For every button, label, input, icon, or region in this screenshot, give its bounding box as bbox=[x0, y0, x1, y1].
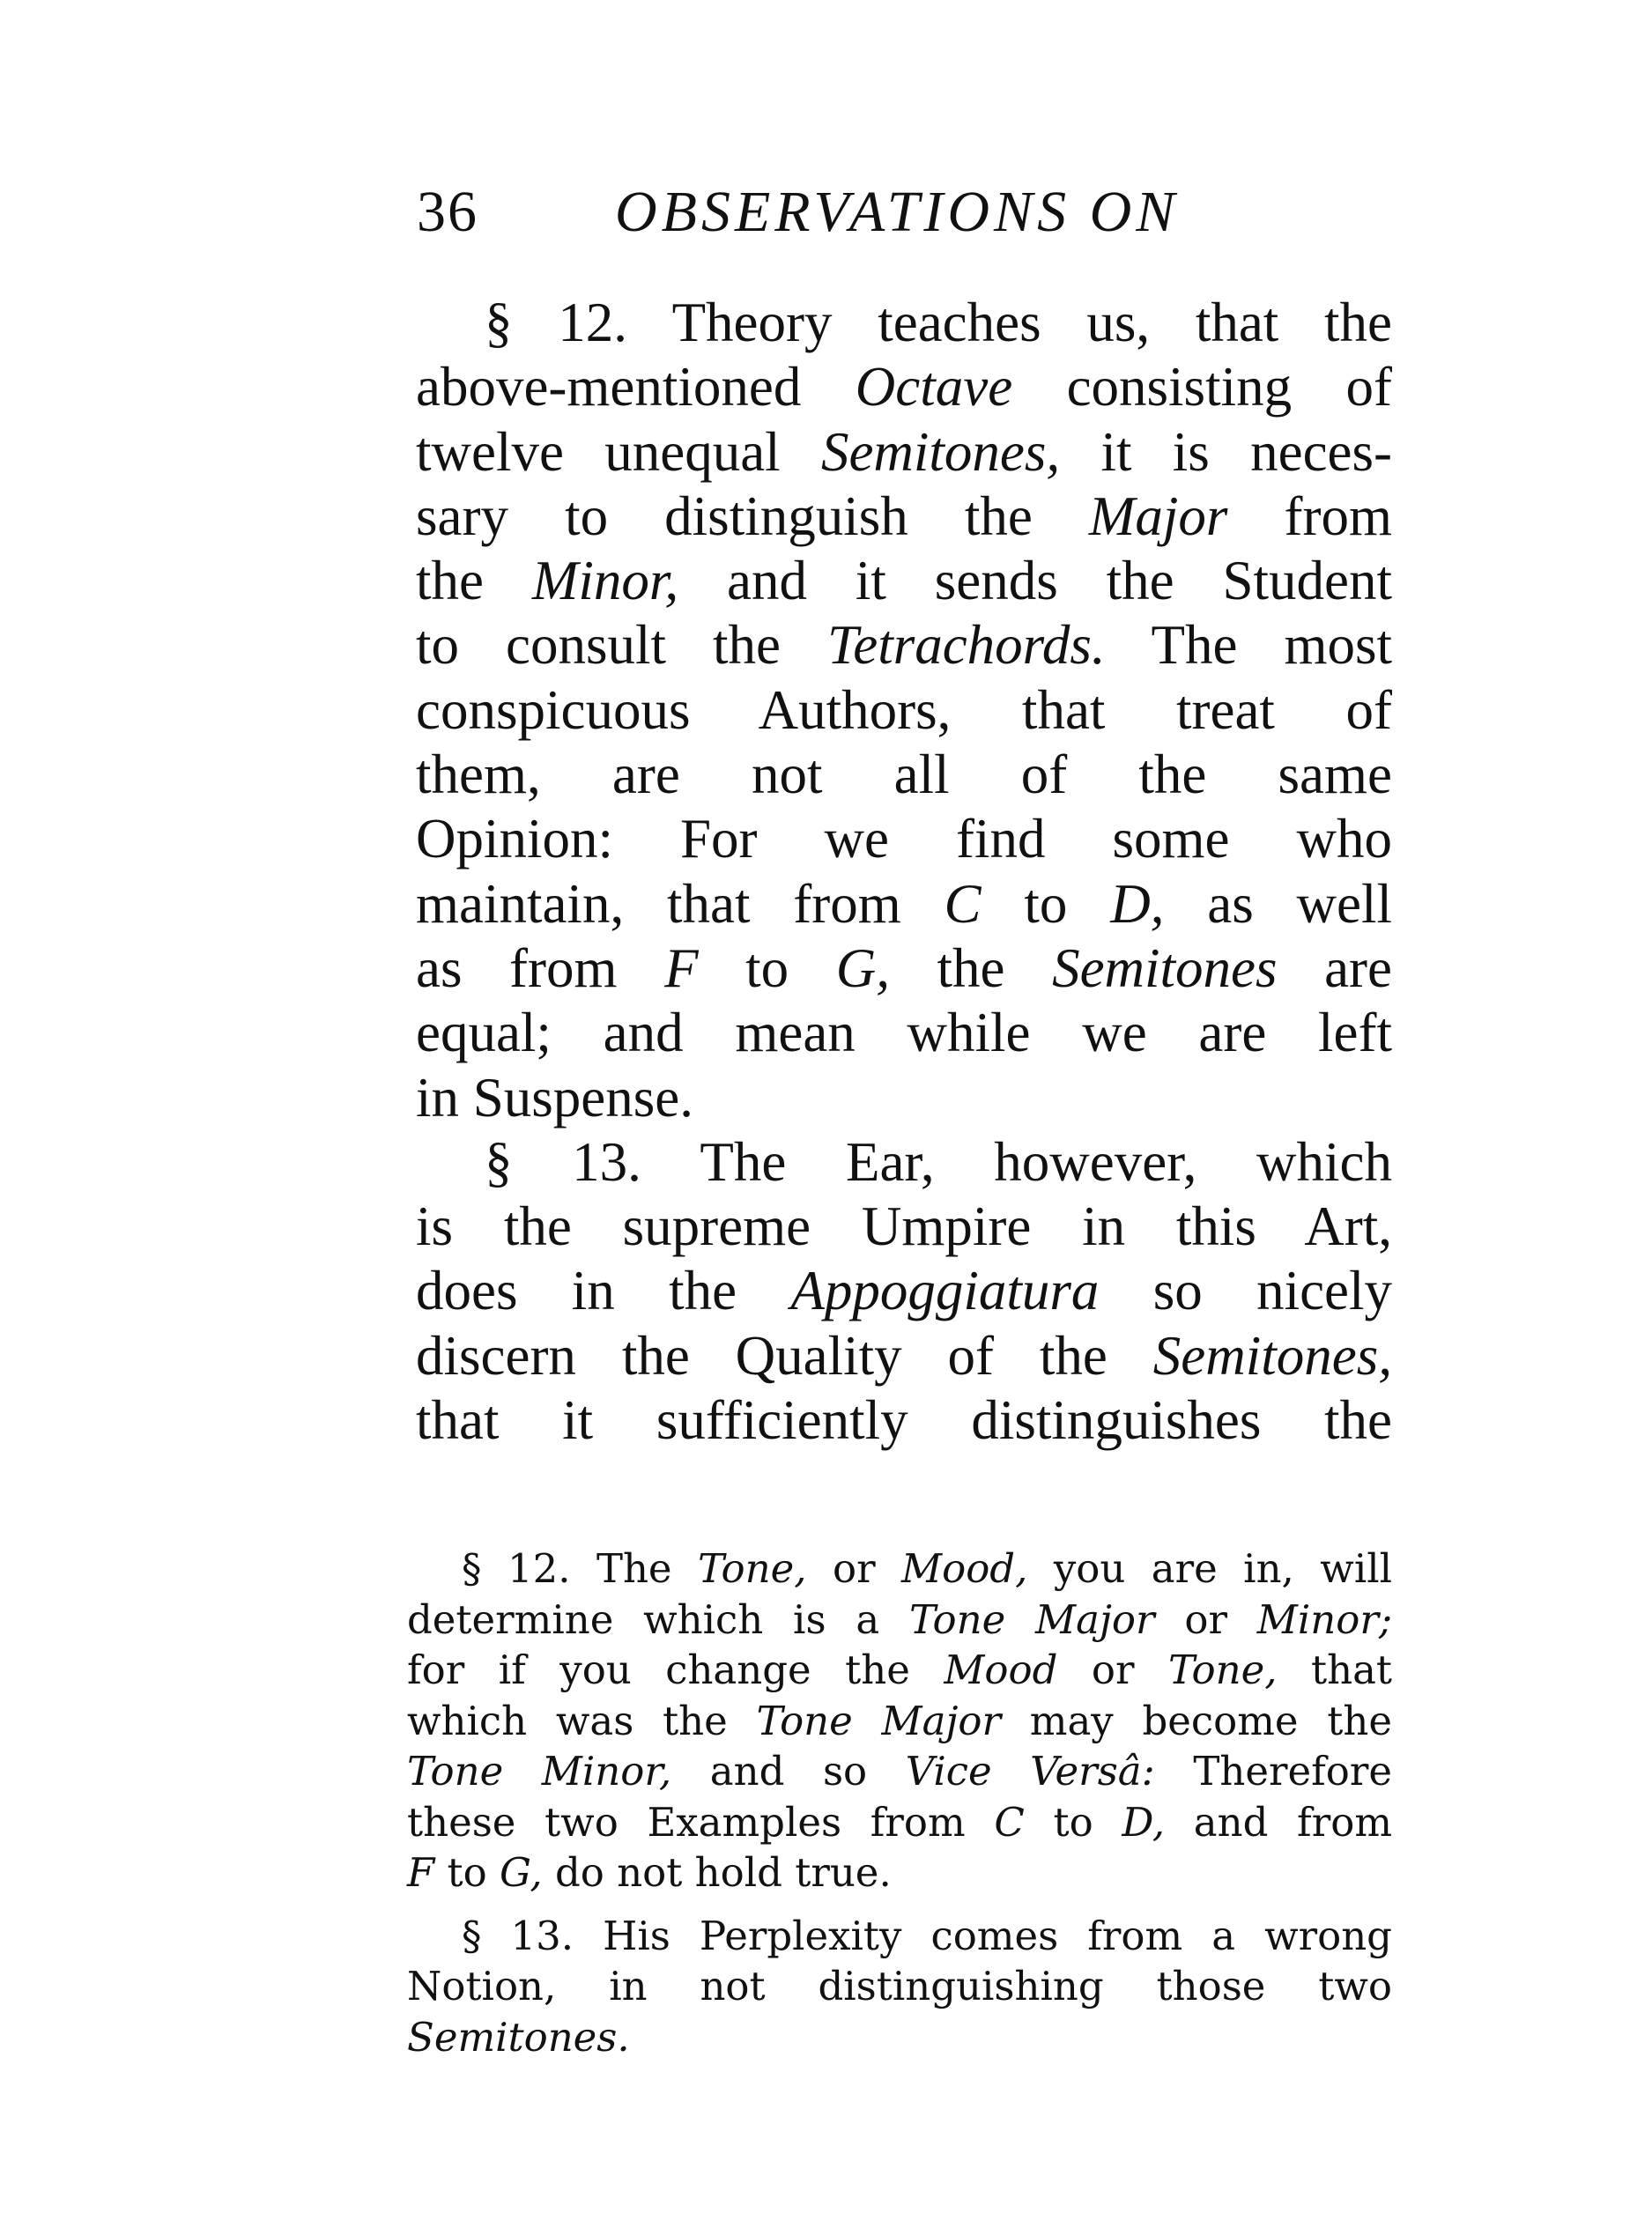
paragraph-section-12 bbox=[416, 291, 1392, 1130]
text-run: as well bbox=[1164, 872, 1392, 935]
footnote-section-12 bbox=[407, 1543, 1392, 1898]
italic-run: Major bbox=[1088, 485, 1228, 547]
italic-run: D, bbox=[1122, 1798, 1166, 1846]
footnote-line bbox=[407, 1911, 1392, 1962]
paragraph-section-13 bbox=[416, 1130, 1392, 1453]
text-line bbox=[416, 1130, 1392, 1195]
text-run: may become the bbox=[1001, 1697, 1392, 1744]
italic-run: Tone Major bbox=[756, 1697, 1002, 1744]
text-line bbox=[416, 1259, 1392, 1323]
text-run: so nicely bbox=[1099, 1260, 1393, 1322]
footnote-line bbox=[407, 1746, 1392, 1797]
text-run: and it sends the Student bbox=[678, 550, 1392, 612]
footnote-line bbox=[407, 1595, 1392, 1646]
footnotes bbox=[407, 1543, 1392, 2062]
text-run: § 12. Theory teaches us, that the bbox=[485, 292, 1392, 353]
text-run: determine which is a bbox=[407, 1595, 910, 1643]
text-run: twelve unequal bbox=[416, 420, 821, 483]
footnote-line bbox=[407, 1961, 1392, 2012]
text-line bbox=[416, 420, 1392, 485]
text-line bbox=[416, 1388, 1392, 1453]
text-run: Therefore bbox=[1154, 1748, 1392, 1795]
italic-run: Semitones bbox=[1052, 936, 1278, 999]
text-run: Opinion: For we find some who bbox=[416, 808, 1392, 870]
text-run: conspicuous Authors, that treat of bbox=[416, 678, 1392, 741]
text-run: equal; and mean while we are left bbox=[416, 1002, 1392, 1064]
text-run: in Suspense. bbox=[416, 1066, 693, 1129]
italic-run: Appoggiatura bbox=[790, 1260, 1100, 1322]
text-run: or bbox=[1154, 1595, 1257, 1643]
text-line bbox=[416, 936, 1392, 1001]
text-line bbox=[416, 1195, 1392, 1259]
italic-run: F bbox=[664, 936, 699, 999]
text-run: which was the bbox=[407, 1697, 757, 1744]
text-line bbox=[416, 485, 1392, 549]
italic-run: Semitones. bbox=[407, 2013, 630, 2061]
page-number: 36 bbox=[417, 180, 478, 244]
text-run: to bbox=[698, 936, 836, 999]
text-line bbox=[416, 872, 1392, 936]
text-line bbox=[416, 355, 1392, 419]
italic-run: Minor; bbox=[1256, 1595, 1392, 1643]
text-run: maintain, that from bbox=[416, 872, 945, 935]
text-run: as from bbox=[416, 936, 665, 999]
footnote-line bbox=[407, 1645, 1392, 1696]
main-text bbox=[416, 291, 1392, 1453]
text-run: are bbox=[1277, 936, 1392, 999]
text-run: that it sufficiently distinguishes the bbox=[416, 1389, 1392, 1452]
text-run: § 12. The bbox=[462, 1545, 699, 1592]
italic-run: Tone Major bbox=[909, 1595, 1155, 1643]
text-run: and from bbox=[1165, 1798, 1392, 1846]
running-head bbox=[417, 173, 1386, 252]
text-run: to bbox=[981, 872, 1111, 935]
text-line bbox=[416, 678, 1392, 743]
italic-run: Tone Minor, bbox=[407, 1748, 672, 1795]
italic-run: Semitones, bbox=[1152, 1324, 1392, 1387]
text-line bbox=[416, 1324, 1392, 1388]
footnote-line bbox=[407, 1543, 1392, 1595]
italic-run: D, bbox=[1110, 872, 1165, 935]
footnote-line bbox=[407, 1696, 1392, 1747]
footnote-line bbox=[407, 1797, 1392, 1848]
text-run: for if you change the bbox=[407, 1647, 945, 1693]
text-line bbox=[416, 291, 1392, 355]
text-line bbox=[416, 1066, 1392, 1130]
text-line bbox=[416, 613, 1392, 677]
text-line bbox=[416, 807, 1392, 871]
italic-run: F bbox=[407, 1849, 435, 1896]
italic-run: G, bbox=[500, 1849, 543, 1896]
running-title: OBSERVATIONS ON bbox=[615, 180, 1180, 244]
text-run: The most bbox=[1105, 614, 1392, 677]
footnote-line bbox=[407, 1847, 1392, 1898]
italic-run: Tone, bbox=[698, 1545, 807, 1592]
text-run: discern the Quality of the bbox=[416, 1324, 1153, 1387]
text-run: is the supreme Umpire in this Art, bbox=[416, 1195, 1392, 1258]
italic-run: Semitones, bbox=[820, 420, 1061, 483]
italic-run: Tetrachords. bbox=[826, 614, 1106, 677]
text-line bbox=[416, 743, 1392, 807]
text-run: consisting of bbox=[1012, 356, 1392, 418]
text-run: sary to distinguish the bbox=[416, 485, 1089, 547]
text-run: to consult the bbox=[416, 614, 827, 677]
footnote-line bbox=[407, 2012, 1392, 2063]
text-run: or bbox=[1057, 1647, 1168, 1693]
italic-run: G, bbox=[835, 936, 890, 999]
italic-run: Mood bbox=[944, 1647, 1058, 1693]
text-run: to bbox=[434, 1849, 500, 1896]
text-run: § 13. The Ear, however, which bbox=[485, 1130, 1392, 1193]
text-run: does in the bbox=[416, 1260, 791, 1322]
text-run: Notion, in not distinguishing those two bbox=[407, 1963, 1392, 2009]
text-run: these two Examples from bbox=[407, 1798, 995, 1846]
footnote-gap bbox=[407, 1898, 1392, 1911]
text-run: the bbox=[889, 936, 1053, 999]
italic-run: Minor, bbox=[531, 550, 679, 612]
italic-run: Mood, bbox=[901, 1545, 1028, 1592]
text-run: do not hold true. bbox=[542, 1849, 892, 1896]
text-run: the bbox=[416, 550, 532, 612]
text-run: it is neces- bbox=[1060, 420, 1392, 483]
text-run: above-mentioned bbox=[416, 356, 856, 418]
text-line bbox=[416, 1001, 1392, 1065]
footnote-section-13 bbox=[407, 1911, 1392, 2063]
text-run: § 13. His Perplexity comes from a wrong bbox=[462, 1912, 1392, 1959]
italic-run: C bbox=[944, 872, 982, 935]
italic-run: C bbox=[994, 1798, 1025, 1846]
italic-run: Tone, bbox=[1168, 1647, 1278, 1693]
italic-run: Vice Versâ: bbox=[905, 1748, 1155, 1795]
text-run: that bbox=[1277, 1647, 1392, 1693]
text-run: or bbox=[806, 1545, 902, 1592]
text-run: from bbox=[1227, 485, 1392, 547]
text-line bbox=[416, 549, 1392, 613]
text-run: you are in, will bbox=[1027, 1545, 1392, 1592]
italic-run: Octave bbox=[855, 356, 1013, 418]
text-run: and so bbox=[671, 1748, 906, 1795]
text-run: them, are not all of the same bbox=[416, 744, 1392, 806]
text-run: to bbox=[1024, 1798, 1122, 1846]
